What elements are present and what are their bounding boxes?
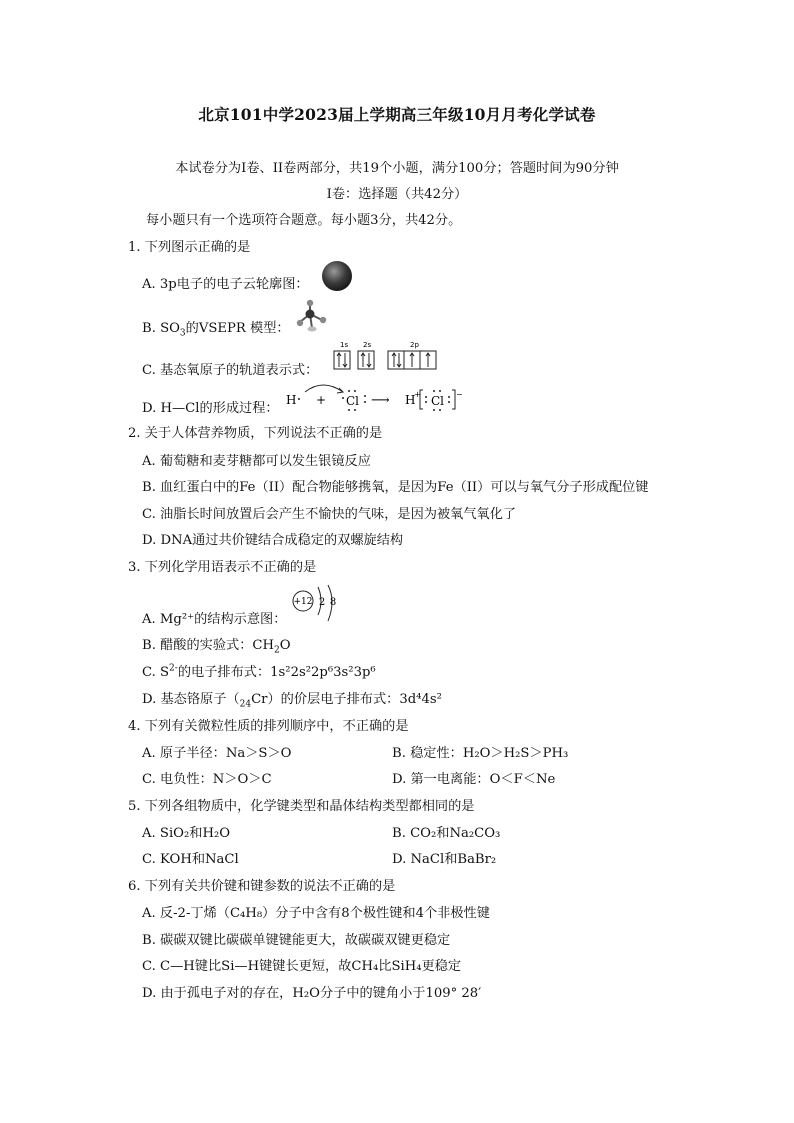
mg-ion-shell-2: 8 <box>329 597 337 608</box>
formation-arrow: ⟶ <box>371 393 390 408</box>
formation-h: H <box>286 393 297 407</box>
question-3-option-b-subscript: 2 <box>273 645 280 656</box>
question-3-option-c-suffix: 的电子排布式：1s²2s²2p⁶3s²3p⁶ <box>177 665 376 680</box>
question-1-option-d: D. H—Cl的形成过程： <box>142 401 279 416</box>
mg-ion-structure-icon <box>291 583 341 625</box>
question-5-option-c: C. KOH和NaCl <box>142 852 239 867</box>
formation-cl-ion: Cl <box>431 394 445 408</box>
question-2-stem: 2. 关于人体营养物质，下列说法不正确的是 <box>128 426 383 441</box>
question-3-option-b <box>142 637 291 655</box>
question-4-stem: 4. 下列有关微粒性质的排列顺序中，不正确的是 <box>128 719 409 734</box>
orbital-label-2s: 2s <box>363 341 372 349</box>
mg-ion-nucleus: +12 <box>293 597 313 607</box>
question-5-stem: 5. 下列各组物质中，化学键类型和晶体结构类型都相同的是 <box>128 799 475 814</box>
question-6-option-a: A. 反-2-丁烯（C₄H₈）分子中含有8个极性键和4个非极性键 <box>142 906 490 921</box>
question-1-option-b-subscript: 3 <box>179 328 186 339</box>
question-1-stem: 1. 下列图示正确的是 <box>128 240 251 255</box>
question-3-stem: 3. 下列化学用语表示不正确的是 <box>128 560 317 575</box>
question-3-option-d-subscript: 24 <box>239 699 252 710</box>
question-4-option-c: C. 电负性：N＞O＞C <box>142 772 272 787</box>
question-6-stem: 6. 下列有关共价键和键参数的说法不正确的是 <box>128 879 396 894</box>
exam-title: 北京101中学2023届上学期高三年级10月月考化学试卷 <box>198 105 596 124</box>
formation-h-charge: + <box>414 390 421 399</box>
question-4-option-b: B. 稳定性：H₂O＞H₂S＞PH₃ <box>392 746 569 761</box>
question-1-option-a: A. 3p电子的电子云轮廓图： <box>142 277 309 292</box>
instruction-text: 每小题只有一个选项符合题意。每小题3分，共42分。 <box>146 213 462 228</box>
question-2-option-b: B. 血红蛋白中的Fe（II）配合物能够携氧，是因为Fe（II）可以与氧气分子形成配位键 <box>142 480 649 495</box>
question-2-option-c: C. 油脂长时间放置后会产生不愉快的气味，是因为被氧气氧化了 <box>142 507 517 522</box>
question-2-option-d: D. DNA通过共价键结合成稳定的双螺旋结构 <box>142 533 404 548</box>
formation-h-ion: H <box>405 393 416 407</box>
question-1-option-b-prefix: B. SO <box>142 321 180 336</box>
question-5-option-a: A. SiO₂和H₂O <box>142 826 231 841</box>
question-4-option-a: A. 原子半径：Na＞S＞O <box>142 746 292 761</box>
question-3-option-d-suffix: Cr）的价层电子排布式：3d⁴4s² <box>251 692 442 707</box>
orbital-label-1s: 1s <box>340 341 349 349</box>
question-4-option-d: D. 第一电离能：O＜F＜Ne <box>392 772 556 787</box>
question-3-option-c <box>142 664 376 682</box>
formation-plus: + <box>316 393 327 407</box>
question-6-option-b: B. 碳碳双键比碳碳单键键能更大，故碳碳双键更稳定 <box>142 933 451 948</box>
question-1-option-b-suffix: 的VSEPR 模型： <box>185 321 290 336</box>
question-3-option-c-prefix: C. S <box>142 665 170 680</box>
question-2-option-a: A. 葡萄糖和麦芽糖都可以发生银镜反应 <box>142 454 371 469</box>
p-orbital-sphere-icon <box>320 259 354 293</box>
hcl-formation-icon <box>283 378 463 418</box>
question-3-option-b-prefix: B. 醋酸的实验式：CH <box>142 638 274 653</box>
question-3-option-b-suffix: O <box>279 638 291 653</box>
question-6-option-d: D. 由于孤电子对的存在，H₂O分子中的键角小于109° 28′ <box>142 986 482 1001</box>
orbital-label-2p: 2p <box>410 341 419 349</box>
section-heading: I卷：选择题（共42分） <box>326 187 468 202</box>
exam-intro: 本试卷分为I卷、II卷两部分，共19个小题，满分100分；答题时间为90分钟 <box>175 161 619 176</box>
question-3-option-a: A. Mg²⁺的结构示意图： <box>142 612 287 627</box>
question-3-option-d-prefix: D. 基态铬原子（ <box>142 692 240 707</box>
question-5-option-b: B. CO₂和Na₂CO₃ <box>392 826 501 841</box>
question-3-option-d <box>142 691 442 709</box>
question-1-option-c: C. 基态氧原子的轨道表示式： <box>142 363 319 378</box>
question-3-option-c-charge: 2- <box>169 663 178 674</box>
formation-cl: Cl <box>346 394 360 408</box>
question-5-option-d: D. NaCl和BaBr₂ <box>392 852 497 867</box>
orbital-diagram-icon <box>332 339 446 373</box>
question-1-option-b <box>142 320 290 338</box>
question-6-option-c: C. C—H键比Si—H键键长更短，故CH₄比SiH₄更稳定 <box>142 959 462 974</box>
mg-ion-shell-1: 2 <box>318 597 326 608</box>
formation-cl-charge: − <box>456 390 463 399</box>
vsepr-model-icon <box>292 298 330 334</box>
